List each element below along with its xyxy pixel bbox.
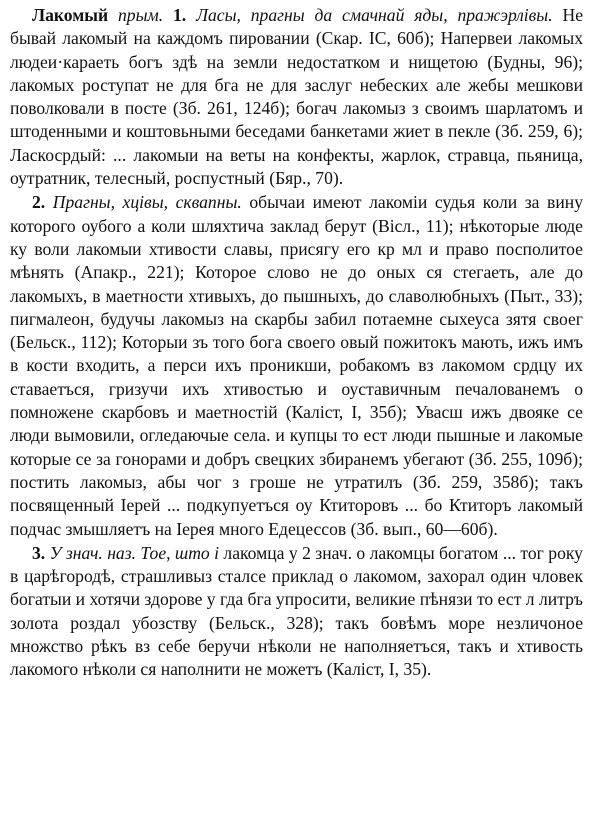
sense-gloss: У знач. наз. Тое, што і	[49, 542, 220, 563]
headword: Лакомый	[32, 5, 109, 25]
sense-citations: обычаи имеют лакоміи судья коли за вину которого оубого а коли шляхтича заклад берут (Вісл., 11); нѣкоторые люде ку воли лакомыи хтивости славы, присягу его кр мл и право посполитое мѣнять (Апакр., 221); Которое слово не до оных ся стегаеть, але до лакомыхъ, в маетности хтивыхъ, до пышныхъ, до славолюбныхъ (Пыт., 33); пигмалеон, будучы лакомыз на скарбы забил потаемне сыхеуса зятя своег (Бельск., 112); Которыи зъ того бога своего овый пожитокъ мають, ижъ имъ в кости входить, а перси ихъ проникши, робакомъ вз лакомом срдцу их ставаетъся, гризучи ихъ хтивостью и оуставичным печалованемъ о помножене скарбовъ и маетностій (Каліст, I, 35б); Увасш ижъ двояке се люди вымовили, огледаючые села. и купцы то ест люди пышные и лакомые которые се за гонорами и добръ свецких збиранемъ убегают (Зб. 255, 109б); постить лакомыз, абы чог з гроше не утратилъ (Зб. 259, 358б); такъ посвященный Іерей ... подкупуетъся оу Ктиторовъ ... бо Ктиторъ лакомый подчас змышляетъ на Іерея много Едецессов (Зб. вып., 60—60б).	[10, 192, 583, 539]
sense-gloss: Ласы, прагны да смачнай яды, пражэрлівы.	[196, 5, 553, 25]
entry-sense-3	[10, 542, 583, 682]
sense-number: 2.	[32, 192, 46, 213]
part-of-speech: прым.	[118, 5, 164, 25]
entry-sense-2	[10, 191, 583, 540]
sense-citations: лакомца у 2 знач. о лакомцы богатом ... тог року в царѣгородѣ, страшливыз сталсе приклад о лакомом, захорал один чловек богатыи и хотячи здорове у гда бга упросити, великие пѣнязи то ест л литръ золота роздал убозству (Бельск., 328); такъ бовѣмъ море незличоное множство рѣкъ вз себе беручи нѣколи не наполняетъся, такъ и хтивость лакомого нѣколи ся наполнити не можетъ (Каліст, I, 35).	[10, 542, 583, 680]
sense-gloss: Прагны, хцівы, сквапны.	[52, 192, 242, 213]
sense-number: 3.	[32, 542, 46, 563]
sense-citations: Не бывай лакомый на каждомъ пировании (Скар. IC, 60б); Напервеи лакомых людеи·караеть богъ здѣ на земли недостатком и нищетою (Будны, 96); лакомых роступат не для бга не для заслуг небеских але жебы мешкови поволковали в посте (Зб. 261, 124б); богач лакомыз з своимъ шарлатомъ и штоденными и коштовьными беседами банкетами жиет в пекле (Зб. 259, 6); Ласкосрдый: ... лакомыи на веты на конфекты, жарлок, стравца, пьяница, оутратник, телесный, роспустный (Бяр., 70).	[10, 5, 583, 189]
sense-number: 1.	[173, 5, 187, 25]
entry-sense-1	[10, 4, 583, 190]
